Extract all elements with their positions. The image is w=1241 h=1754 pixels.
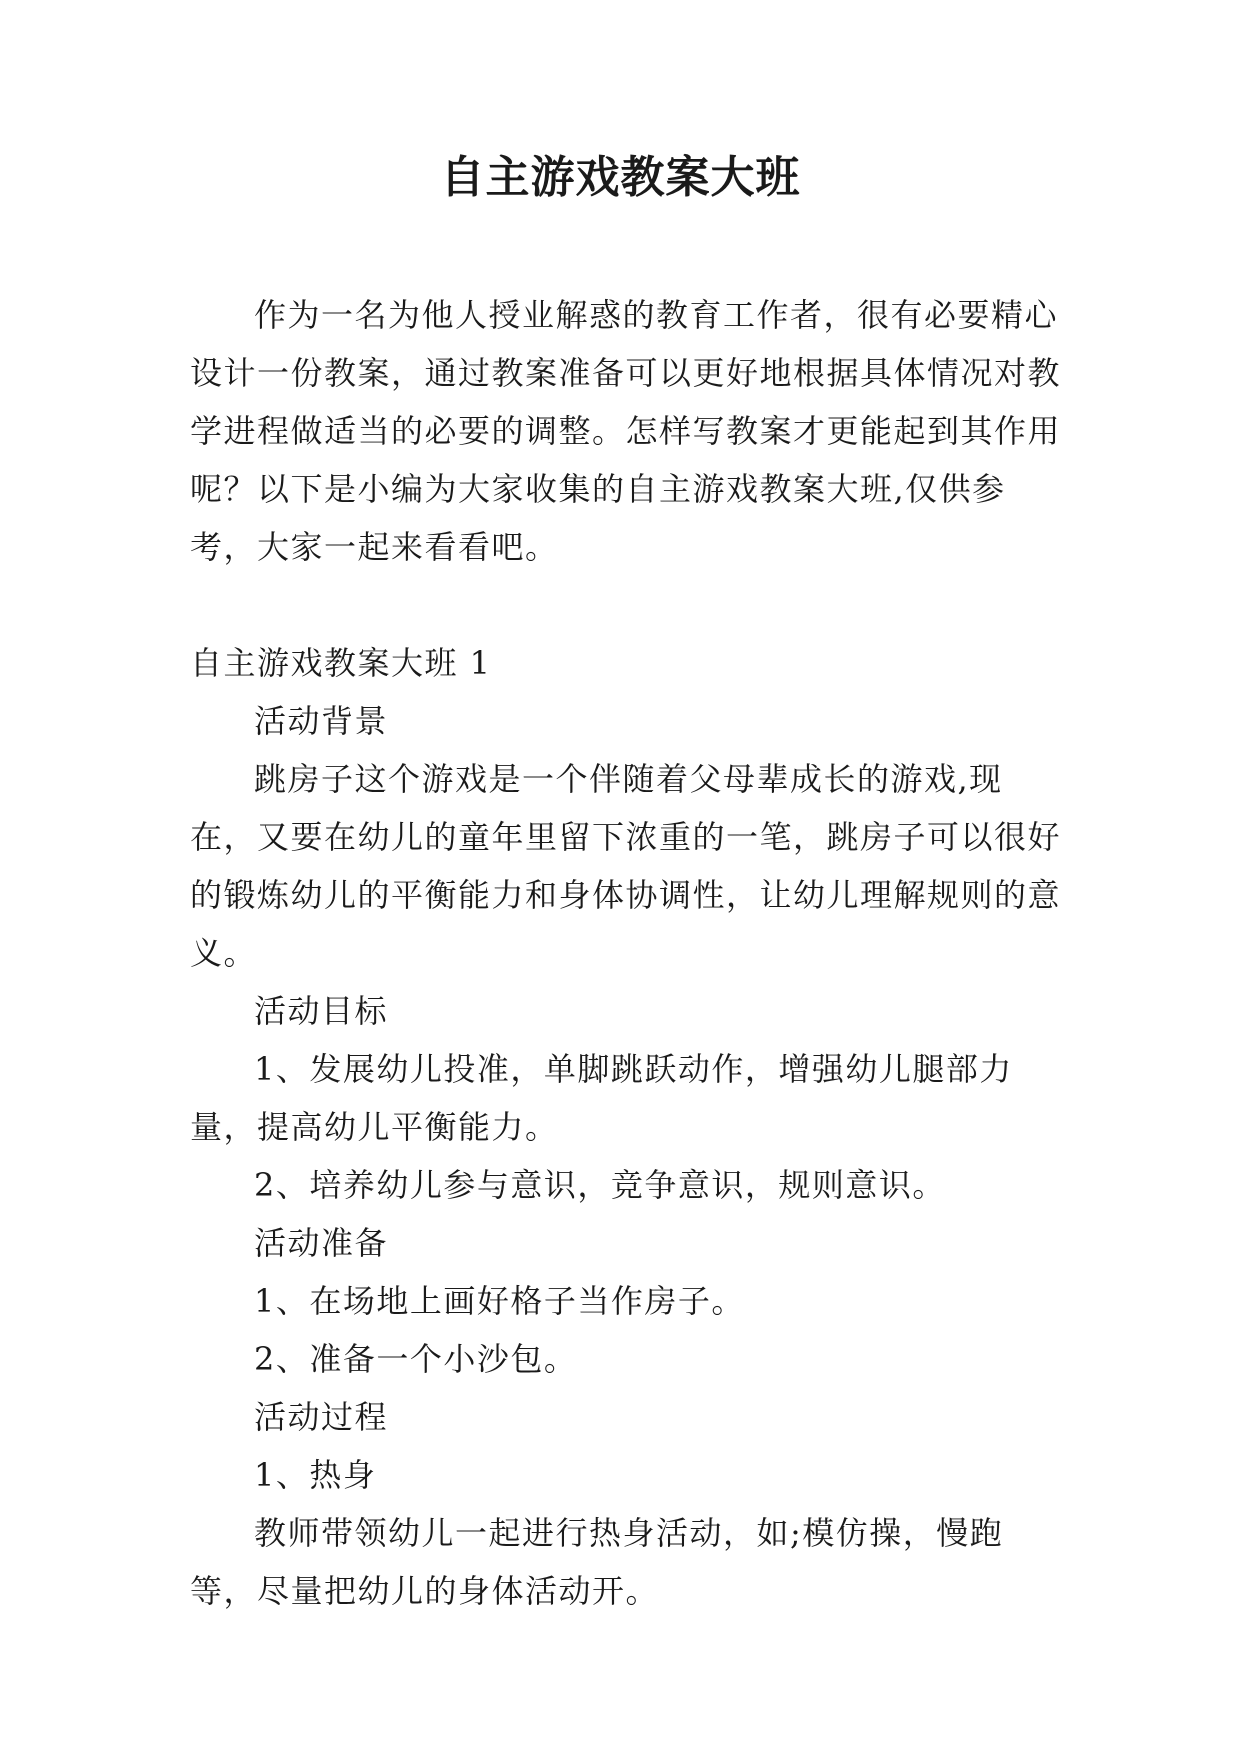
goals-heading: 活动目标 — [254, 992, 389, 1030]
process-step-paragraph: 教师带领幼儿一起进行热身活动，如;模仿操，慢跑等，尽量把幼儿的身体活动开。 — [190, 1514, 1004, 1610]
document-body — [190, 286, 1065, 1620]
goal-item: 2、培养幼儿参与意识，竞争意识，规则意识。 — [254, 1166, 946, 1204]
goal-item: 1、发展幼儿投准，单脚跳跃动作，增强幼儿腿部力量，提高幼儿平衡能力。 — [190, 1050, 1013, 1146]
process-step-heading: 1、热身 — [254, 1456, 377, 1494]
process-heading: 活动过程 — [254, 1398, 389, 1436]
section-heading: 自主游戏教案大班 1 — [190, 644, 492, 682]
prep-item: 2、准备一个小沙包。 — [254, 1340, 578, 1378]
prep-heading: 活动准备 — [254, 1224, 389, 1262]
document-title: 自主游戏教案大班 — [440, 152, 801, 203]
paragraph-spacer — [190, 576, 1065, 634]
prep-item: 1、在场地上画好格子当作房子。 — [254, 1282, 745, 1320]
intro-paragraph: 作为一名为他人授业解惑的教育工作者，很有必要精心设计一份教案，通过教案准备可以更好地根据具体情况对教学进程做适当的必要的调整。怎样写教案才更能起到其作用呢？以下是小编为大家收集的自主游戏教案大班,仅供参考，大家一起来看看吧。 — [190, 296, 1062, 566]
background-heading: 活动背景 — [254, 702, 389, 740]
background-paragraph: 跳房子这个游戏是一个伴随着父母辈成长的游戏,现在，又要在幼儿的童年里留下浓重的一笔，跳房子可以很好的锻炼幼儿的平衡能力和身体协调性，让幼儿理解规则的意义。 — [190, 760, 1062, 972]
